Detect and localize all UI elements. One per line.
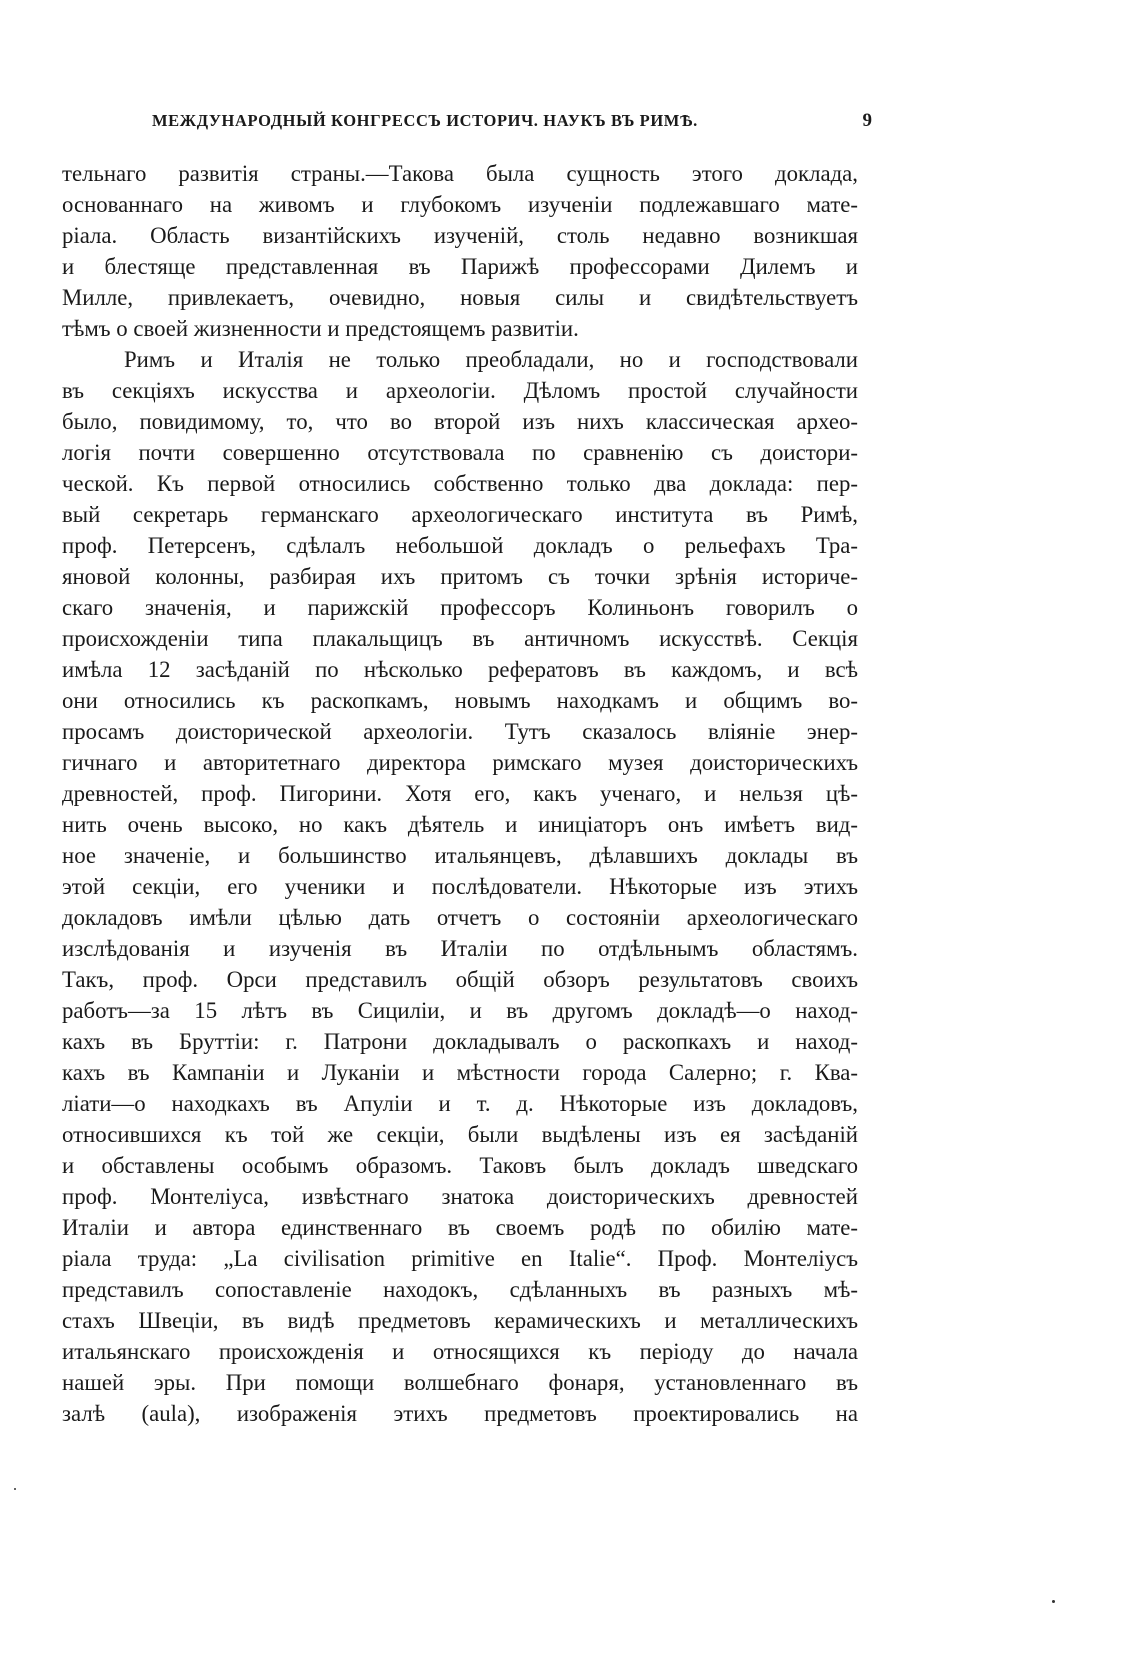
body-text [62, 158, 858, 1429]
scan-speck [1052, 1600, 1055, 1603]
text-line: происхожденіи типа плакальщицъ въ античномъ искусствѣ. Секція [62, 626, 858, 651]
text-line: представилъ сопоставленіе находокъ, сдѣланныхъ въ разныхъ мѣ- [62, 1277, 858, 1302]
text-line: Такъ, проф. Орси представилъ общій обзоръ результатовъ своихъ [62, 967, 858, 992]
text-line: стахъ Швеціи, въ видѣ предметовъ керамическихъ и металлическихъ [62, 1308, 858, 1333]
text-line: основаннаго на живомъ и глубокомъ изученіи подлежавшаго мате- [62, 192, 858, 217]
text-line: было, повидимому, то, что во второй изъ нихъ классическая архео- [62, 409, 858, 434]
text-line: нашей эры. При помощи волшебнаго фонаря, установленнаго въ [62, 1370, 858, 1395]
text-line: ріала труда: „La civilisation primitive en Italie“. Проф. Монтеліусъ [62, 1246, 858, 1271]
text-line: Италіи и автора единственнаго въ своемъ родѣ по обилію мате- [62, 1215, 858, 1240]
text-line: нить очень высоко, но какъ дѣятель и иниціаторъ онъ имѣетъ вид- [62, 812, 858, 837]
text-line: залѣ (aula), изображенія этихъ предметовъ проектировались на [62, 1401, 858, 1426]
text-line: въ секціяхъ искусства и археологіи. Дѣломъ простой случайности [62, 378, 858, 403]
text-line: кахъ въ Бруттіи: г. Патрони докладывалъ о раскопкахъ и наход- [62, 1029, 858, 1054]
text-line: вый секретарь германскаго археологическаго института въ Римѣ, [62, 502, 858, 527]
text-line: докладовъ имѣли цѣлью дать отчетъ о состояніи археологическаго [62, 905, 858, 930]
text-line: скаго значенія, и парижскій профессоръ Колиньонъ говорилъ о [62, 595, 858, 620]
page-number: 9 [862, 110, 872, 131]
text-line: работъ—за 15 лѣтъ въ Сициліи, и въ другомъ докладѣ—о наход- [62, 998, 858, 1023]
text-line: тельнаго развитія страны.—Такова была сущность этого доклада, [62, 161, 858, 186]
text-line: проф. Петерсенъ, сдѣлалъ небольшой докладъ о рельефахъ Тра- [62, 533, 858, 558]
text-line: ческой. Къ первой относились собственно только два доклада: пер- [62, 471, 858, 496]
text-line: яновой колонны, разбирая ихъ притомъ съ точки зрѣнія историче- [62, 564, 858, 589]
text-line: Милле, привлекаетъ, очевидно, новыя силы и свидѣтельствуетъ [62, 285, 858, 310]
text-line: и блестяще представленная въ Парижѣ профессорами Дилемъ и [62, 254, 858, 279]
text-line: просамъ доисторической археологіи. Тутъ сказалось вліяніе энер- [62, 719, 858, 744]
running-header [152, 110, 872, 140]
text-line: этой секціи, его ученики и послѣдователи. Нѣкоторые изъ этихъ [62, 874, 858, 899]
text-line: ліати—о находкахъ въ Апуліи и т. д. Нѣкоторые изъ докладовъ, [62, 1091, 858, 1116]
text-line: относившихся къ той же секціи, были выдѣлены изъ ея засѣданій [62, 1122, 858, 1147]
text-line: логія почти совершенно отсутствовала по сравненію съ доистори- [62, 440, 858, 465]
text-line: они относились къ раскопкамъ, новымъ находкамъ и общимъ во- [62, 688, 858, 713]
text-line: имѣла 12 засѣданій по нѣсколько рефератовъ въ каждомъ, и всѣ [62, 657, 858, 682]
text-line: и обставлены особымъ образомъ. Таковъ былъ докладъ шведскаго [62, 1153, 858, 1178]
text-line: проф. Монтеліуса, извѣстнаго знатока доисторическихъ древностей [62, 1184, 858, 1209]
text-line: ріала. Область византійскихъ изученій, столь недавно возникшая [62, 223, 858, 248]
text-line: тѣмъ о своей жизненности и предстоящемъ развитіи. [62, 316, 579, 341]
text-line: древностей, проф. Пигорини. Хотя его, какъ ученаго, и нельзя цѣ- [62, 781, 858, 806]
scan-speck [14, 1488, 16, 1490]
text-line: кахъ въ Кампаніи и Луканіи и мѣстности города Салерно; г. Ква- [62, 1060, 858, 1085]
running-title: МЕЖДУНАРОДНЫЙ КОНГРЕССЪ ИСТОРИЧ. НАУКЪ ВЪ РИМѢ. [152, 111, 698, 130]
paragraph-first-line: Римъ и Италія не только преобладали, но и господствовали [124, 347, 858, 372]
text-line: гичнаго и авторитетнаго директора римскаго музея доисторическихъ [62, 750, 858, 775]
text-line: изслѣдованія и изученія въ Италіи по отдѣльнымъ областямъ. [62, 936, 858, 961]
text-line: итальянскаго происхожденія и относящихся къ періоду до начала [62, 1339, 858, 1364]
text-line: ное значеніе, и большинство итальянцевъ, дѣлавшихъ доклады въ [62, 843, 858, 868]
